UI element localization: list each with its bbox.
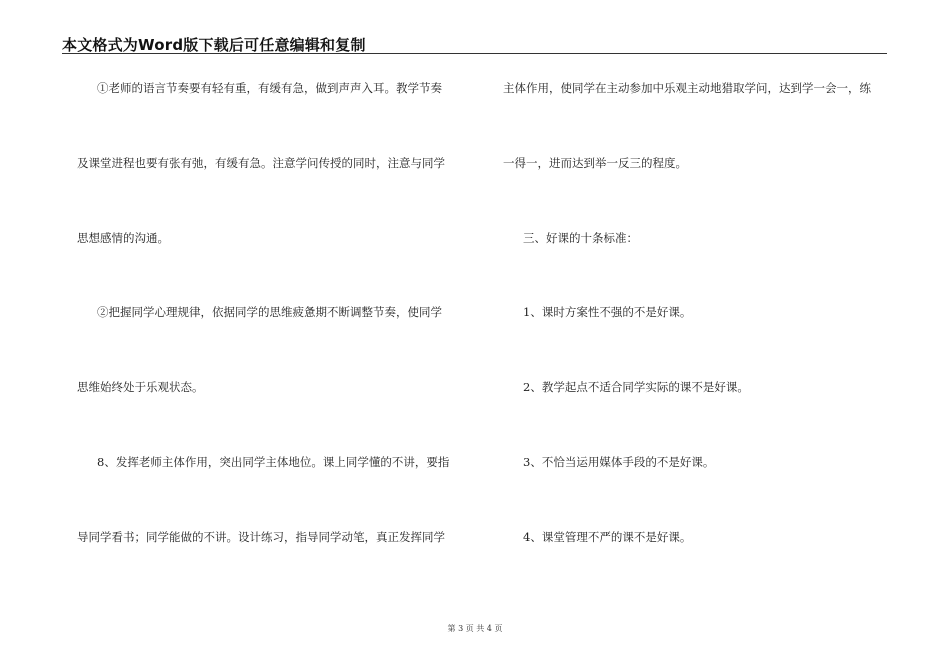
document-header-title: 本文格式为Word版下载后可任意编辑和复制 [62,36,366,54]
right-line-5: 2、教学起点不适合同学实际的课不是好课。 [523,380,749,394]
left-line-4: ②把握同学心理规律，依据同学的思维疲惫期不断调整节奏，使同学 [97,305,442,319]
left-line-5: 思维始终处于乐观状态。 [77,380,204,394]
header-divider [62,53,887,54]
right-line-6: 3、不恰当运用媒体手段的不是好课。 [523,455,715,469]
right-line-3: 三、好课的十条标准： [523,231,638,245]
left-line-7: 导同学看书；同学能做的不讲。设计练习，指导同学动笔，真正发挥同学 [77,530,445,544]
left-line-1: ①老师的语言节奏要有轻有重，有缓有急，做到声声入耳。教学节奏 [97,81,442,95]
left-line-2: 及课堂进程也要有张有弛，有缓有急。注意学问传授的同时，注意与同学 [77,156,445,170]
right-line-1: 主体作用，使同学在主动参加中乐观主动地猎取学问，达到学一会一，练 [503,81,871,95]
right-line-4: 1、课时方案性不强的不是好课。 [523,305,692,319]
right-line-2: 一得一，进而达到举一反三的程度。 [503,156,687,170]
left-line-3: 思想感情的沟通。 [77,231,169,245]
page-number: 第 3 页 共 4 页 [447,624,503,633]
left-line-6: 8、发挥老师主体作用，突出同学主体地位。课上同学懂的不讲，要指 [97,455,450,469]
right-line-7: 4、课堂管理不严的课不是好课。 [523,530,692,544]
